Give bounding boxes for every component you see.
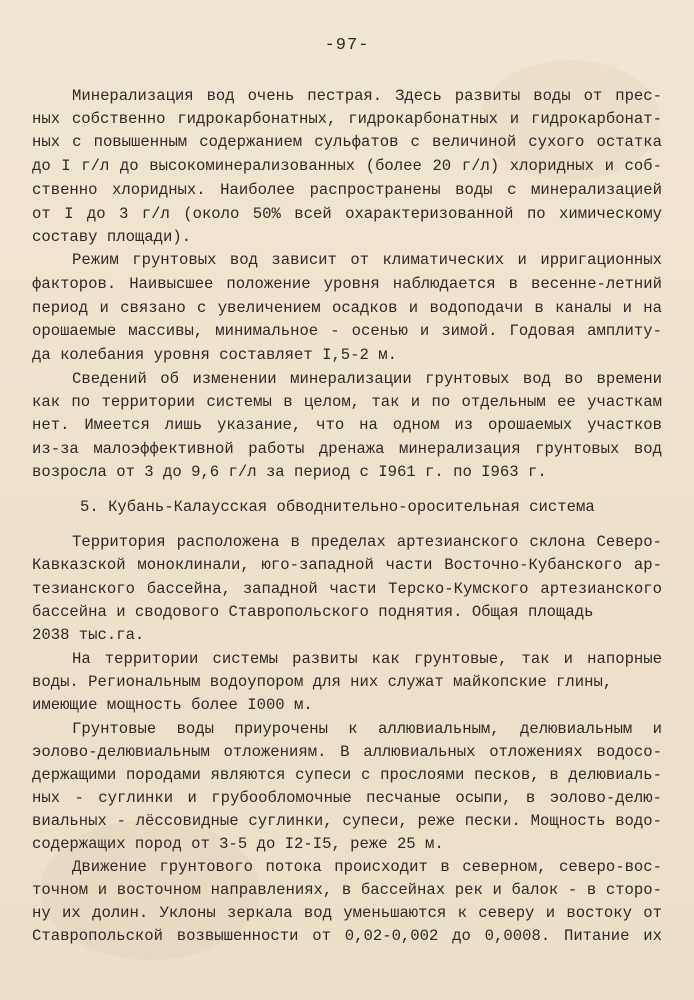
text-line: тезианского бассейна, западной части Терско-Кумского артезианского [32,580,662,598]
text-line: бассейна и сводового Ставропольского поднятия. Общая площадь [32,603,594,621]
text-line: На территории системы развиты как грунтовые, так и напорные [72,650,662,668]
text-line: да колебания уровня составляет I,5-2 м. [32,346,397,364]
text-line: составу площади). [32,228,192,246]
text-line: Грунтовые воды приурочены к аллювиальным, делювиальным и [72,720,662,738]
text-line: эолово-делювиальным отложениям. В аллювиальных отложениях водосо- [32,743,662,761]
text-line: Ставропольской возвышенности от 0,02-0,002 до 0,0008. Питание их [32,927,662,945]
text-line: Территория расположена в пределах артезианского склона Северо- [72,533,662,551]
page-number: -97- [324,36,370,55]
text-line: ных с повышенным содержанием сульфатов с величиной сухого остатка [32,133,662,151]
text-line: факторов. Наивысшее положение уровня наблюдается в весенне-летний [32,275,662,293]
text-line: Сведений об изменении минерализации грунтовых вод во времени [72,370,662,388]
text-line: как по территории системы в целом, так и по отдельным ее участкам [32,393,662,411]
text-line: до I г/л до высокоминерализованных (более 20 г/л) хлоридных и соб- [32,157,662,175]
text-line: нет. Имеется лишь указание, что на одном из орошаемых участков [32,416,662,434]
text-line: возросла от 3 до 9,6 г/л за период с I961 г. по I963 г. [32,463,547,481]
text-line: ственно хлоридных. Наиболее распространены воды с минерализацией [32,181,662,199]
text-line: период и связано с увеличением осадков и водоподачи в каналы и на [32,299,662,317]
text-line: ну их долин. Уклоны зеркала вод уменьшаются к северу и востоку от [32,904,662,922]
text-line: из-за малоэффективной работы дренажа минерализация грунтовых вод [32,440,662,458]
text-line: ных собственно гидрокарбонатных, гидрокарбонатных и гидрокарбонат- [32,110,662,128]
text-line: ных - суглинки и грубообломочные песчаные осыпи, в эолово-делю- [32,789,662,807]
text-line: точном и восточном направлениях, в бассейнах рек и балок - в сторо- [32,881,662,899]
text-line: имеющие мощность более I000 м. [32,696,313,714]
text-line: 2038 тыс.га. [32,626,145,644]
text-line: от I до 3 г/л (около 50% всей охарактеризованной по химическому [32,205,662,223]
text-line: Режим грунтовых вод зависит от климатических и ирригационных [72,251,662,269]
section-heading: 5. Кубань-Калаусская обводнительно-оросительная система [80,498,595,516]
text-line: содержащих пород от 3-5 до I2-I5, реже 25 м. [32,835,444,853]
text-line: Движение грунтового потока происходит в северном, северо-вос- [72,858,662,876]
text-line: держащими породами являются супеси с прослоями песков, в делювиаль- [32,766,662,784]
text-line: орошаемые массивы, минимальное - осенью и зимой. Годовая амплиту- [32,322,662,340]
text-line: Минерализация вод очень пестрая. Здесь развиты воды от прес- [72,87,662,105]
text-line: виальных - лёссовидные суглинки, супеси, реже пески. Мощность водо- [32,812,662,830]
text-line: Кавказской моноклинали, юго-западной части Восточно-Кубанского ар- [32,556,662,574]
text-line: воды. Региональным водоупором для них служат майкопские глины, [32,673,613,691]
